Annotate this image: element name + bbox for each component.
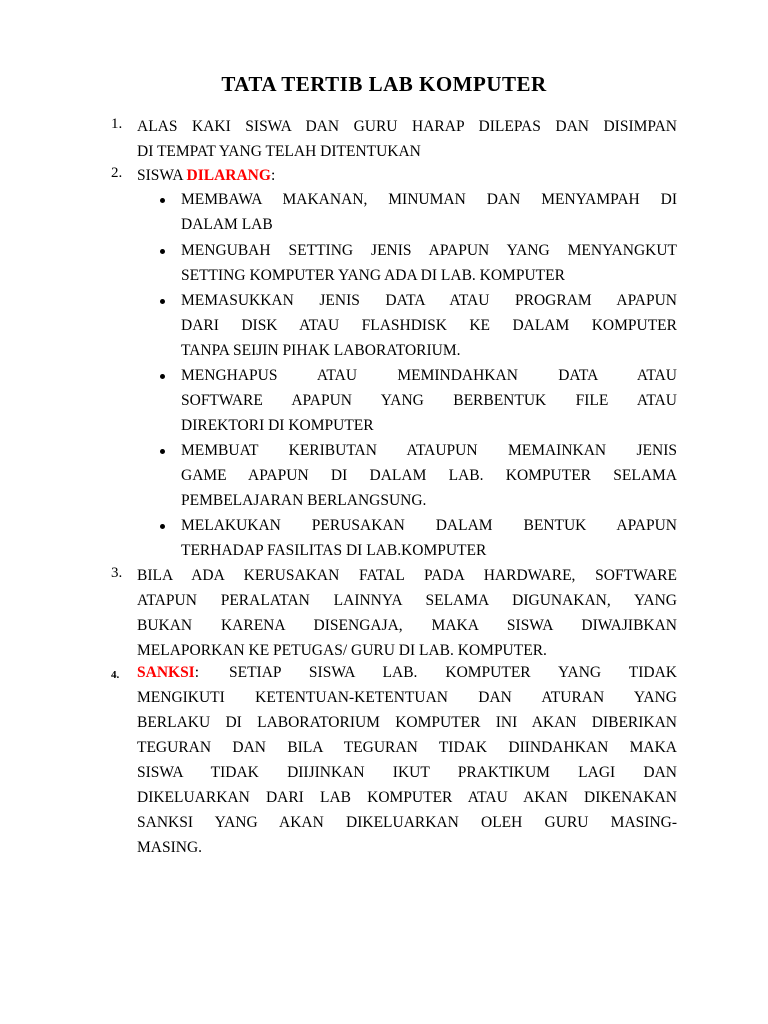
text-line: BERLAKU DI LABORATORIUM KOMPUTER INI AKAN DIBERIKAN: [137, 714, 677, 731]
bullet-icon: [160, 374, 165, 379]
text-line: MENGHAPUS ATAU MEMINDAHKAN DATA ATAU: [181, 367, 677, 384]
text-line: TEGURAN DAN BILA TEGURAN TIDAK DIINDAHKAN MAKA: [137, 739, 677, 756]
text-line: TERHADAP FASILITAS DI LAB.KOMPUTER: [181, 542, 487, 559]
text-line: MELAPORKAN KE PETUGAS/ GURU DI LAB. KOMPUTER.: [137, 642, 547, 659]
item-number: 4.: [111, 669, 120, 681]
text-line: GAME APAPUN DI DALAM LAB. KOMPUTER SELAMA: [181, 467, 677, 484]
text-line: BILA ADA KERUSAKAN FATAL PADA HARDWARE, SOFTWARE: [137, 567, 677, 584]
text-line: DIREKTORI DI KOMPUTER: [181, 417, 374, 434]
bullet-icon: [160, 299, 165, 304]
text-line: MENGIKUTI KETENTUAN-KETENTUAN DAN ATURAN YANG: [137, 689, 677, 706]
text-line: DARI DISK ATAU FLASHDISK KE DALAM KOMPUTER: [181, 317, 677, 334]
text-line: PEMBELAJARAN BERLANGSUNG.: [181, 492, 427, 509]
bullet-icon: [160, 449, 165, 454]
item-lead-text: SISWA: [137, 167, 187, 184]
text-line: SANKSI YANG AKAN DIKELUARKAN OLEH GURU MASING-: [137, 814, 677, 831]
bullet-icon: [160, 249, 165, 254]
text-line: MASING.: [137, 839, 203, 856]
page-title: TATA TERTIB LAB KOMPUTER: [221, 72, 547, 96]
text-line: MEMBUAT KERIBUTAN ATAUPUN MEMAINKAN JENIS: [181, 442, 677, 459]
item-number: 2.: [111, 165, 123, 181]
text-line: MEMBAWA MAKANAN, MINUMAN DAN MENYAMPAH DI: [181, 191, 677, 208]
keyword-colon: :: [270, 167, 276, 184]
text-line: DI TEMPAT YANG TELAH DITENTUKAN: [137, 143, 421, 160]
text-line: ALAS KAKI SISWA DAN GURU HARAP DILEPAS DAN DISIMPAN: [137, 118, 677, 135]
item-number: 3.: [111, 565, 123, 581]
text-line: SOFTWARE APAPUN YANG BERBENTUK FILE ATAU: [181, 392, 677, 409]
keyword-dilarang: DILARANG: [186, 167, 271, 184]
text-line: SETTING KOMPUTER YANG ADA DI LAB. KOMPUTER: [181, 267, 565, 284]
bullet-icon: [160, 198, 165, 203]
text-line: ATAPUN PERALATAN LAINNYA SELAMA DIGUNAKAN, YANG: [137, 592, 677, 609]
item-number: 1.: [111, 116, 123, 132]
text-line: SISWA TIDAK DIIJINKAN IKUT PRAKTIKUM LAGI DAN: [137, 764, 677, 781]
text-line: DALAM LAB: [181, 216, 273, 233]
text-line: MEMASUKKAN JENIS DATA ATAU PROGRAM APAPUN: [181, 292, 677, 309]
text-line: DIKELUARKAN DARI LAB KOMPUTER ATAU AKAN DIKENAKAN: [137, 789, 677, 806]
text-line: MENGUBAH SETTING JENIS APAPUN YANG MENYANGKUT: [181, 242, 677, 259]
keyword-colon: :: [194, 664, 200, 681]
keyword-sanksi: SANKSI: [137, 664, 195, 681]
text-line: MELAKUKAN PERUSAKAN DALAM BENTUK APAPUN: [181, 517, 677, 534]
bullet-icon: [160, 524, 165, 529]
text-line: BUKAN KARENA DISENGAJA, MAKA SISWA DIWAJIBKAN: [137, 617, 677, 634]
text-line: SETIAP SISWA LAB. KOMPUTER YANG TIDAK: [229, 664, 677, 681]
text-line: TANPA SEIJIN PIHAK LABORATORIUM.: [181, 342, 461, 359]
